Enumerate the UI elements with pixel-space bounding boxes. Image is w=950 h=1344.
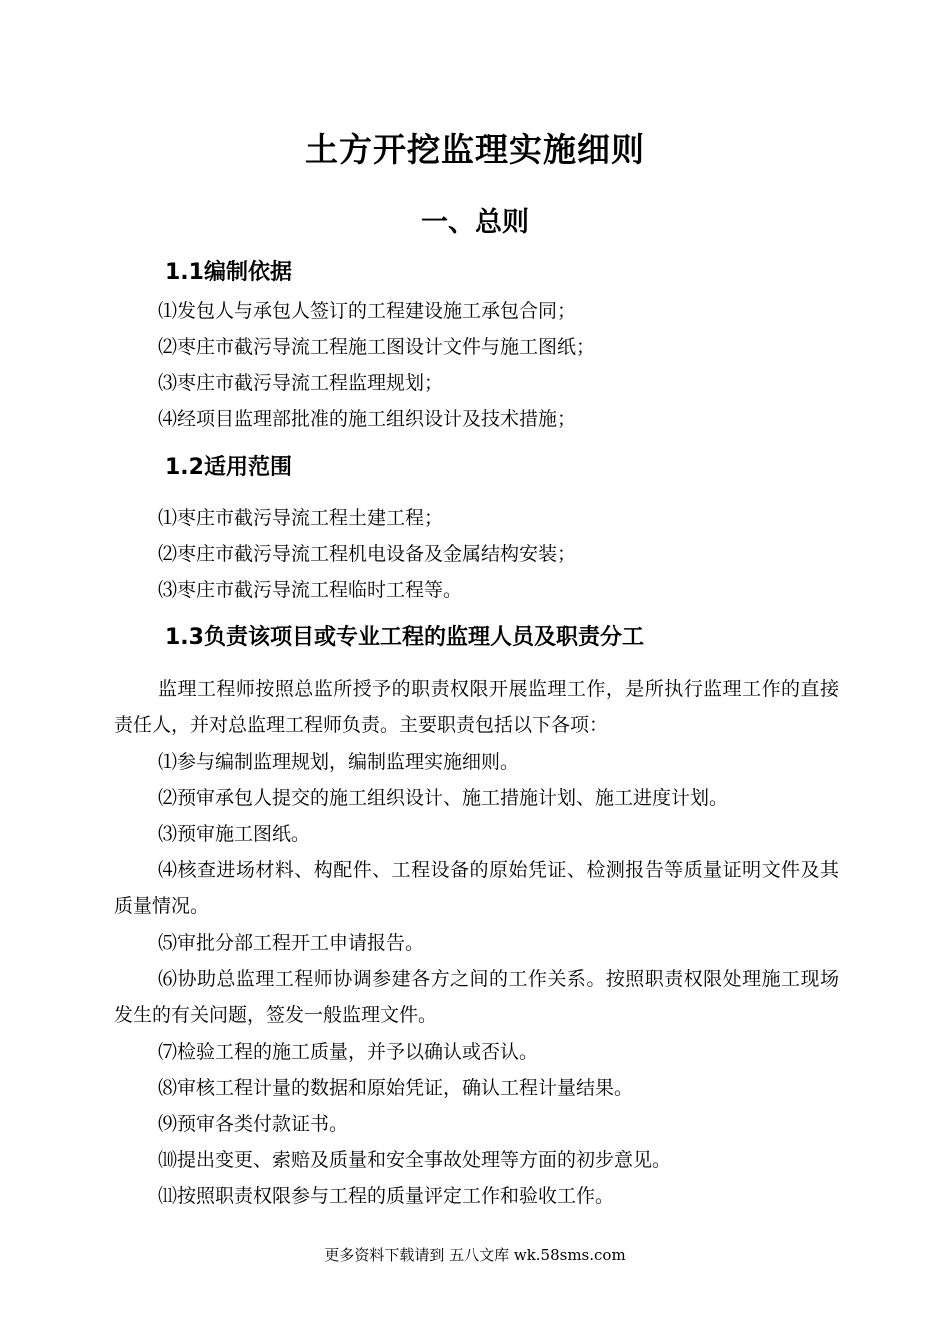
list-item: ⑶枣庄市截污导流工程临时工程等。 xyxy=(158,579,463,601)
page-footer: 更多资料下载请到 五八文库 wk.58sms.com xyxy=(324,1246,626,1264)
list-item: ⑵枣庄市截污导流工程施工图设计文件与施工图纸； xyxy=(158,336,596,358)
list-item: ⑴发包人与承包人签订的工程建设施工承包合同； xyxy=(158,300,577,322)
chapter-heading: 一、总则 xyxy=(421,207,529,238)
intro-paragraph: 监理工程师按照总监所授予的职责权限开展监理工作，是所执行监理工作的直接责任人，并对总监理工程师负责。主要职责包括以下各项： xyxy=(114,678,839,736)
list-item: ⑽提出变更、索赔及质量和安全事故处理等方面的初步意见。 xyxy=(158,1149,672,1171)
list-item: ⑸审批分部工程开工申请报告。 xyxy=(158,932,425,954)
document-title: 土方开挖监理实施细则 xyxy=(305,130,645,169)
section-heading-1-2: 1.2适用范围 xyxy=(165,455,292,480)
list-item: ⑷经项目监理部批准的施工组织设计及技术措施； xyxy=(158,408,577,430)
list-item: ⑻审核工程计量的数据和原始凭证，确认工程计量结果。 xyxy=(158,1077,634,1099)
list-item: ⑴参与编制监理规划，编制监理实施细则。 xyxy=(158,751,520,773)
list-item: ⑶枣庄市截污导流工程监理规划； xyxy=(158,372,444,394)
list-item: ⑾按照职责权限参与工程的质量评定工作和验收工作。 xyxy=(158,1185,615,1207)
list-item: ⑼预审各类付款证书。 xyxy=(158,1113,349,1135)
list-item: ⑹协助总监理工程师协调参建各方之间的工作关系。按照职责权限处理施工现场发生的有关问题，签发一般监理文件。 xyxy=(114,968,839,1026)
section-heading-1-3: 1.3负责该项目或专业工程的监理人员及职责分工 xyxy=(165,625,644,650)
list-item: ⑺检验工程的施工质量，并予以确认或否认。 xyxy=(158,1041,539,1063)
list-item: ⑴枣庄市截污导流工程土建工程； xyxy=(158,507,444,529)
list-item: ⑵枣庄市截污导流工程机电设备及金属结构安装； xyxy=(158,543,577,565)
list-item: ⑵预审承包人提交的施工组织设计、施工措施计划、施工进度计划。 xyxy=(158,787,729,809)
list-item: ⑶预审施工图纸。 xyxy=(158,823,311,845)
section-heading-1-1: 1.1编制依据 xyxy=(165,260,292,285)
list-item: ⑷核查进场材料、构配件、工程设备的原始凭证、检测报告等质量证明文件及其质量情况。 xyxy=(114,859,839,917)
